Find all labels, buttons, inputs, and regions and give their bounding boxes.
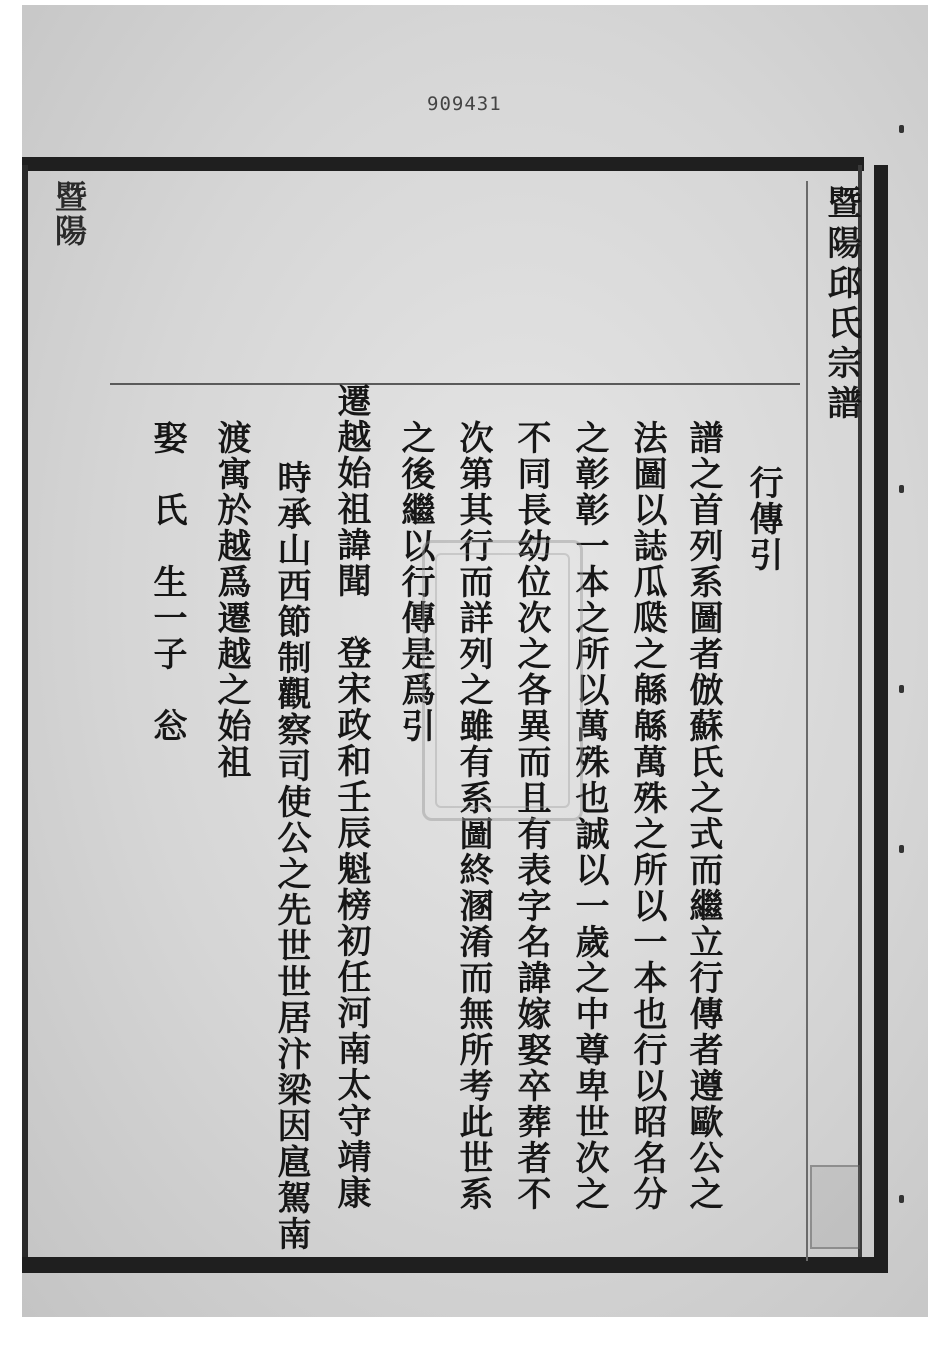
header-rule [110, 383, 800, 385]
binding-hole [899, 485, 904, 493]
right-frame-border [874, 165, 888, 1273]
preface-column: 之後繼以行傳是爲引 [395, 420, 435, 744]
binding-hole [899, 1195, 904, 1203]
ancestor-spouse-line: 娶 氏 生一子 忩 [147, 420, 187, 744]
binding-hole [899, 685, 904, 693]
banner-divider [806, 181, 808, 1261]
ancestor-column: 遷越始祖諱聞 登宋政和壬辰魁榜初任河南太守靖康 [331, 383, 371, 1211]
preface-column: 法圖以誌瓜瓞之緜緜萬殊之所以一本也行以昭名分 [627, 420, 667, 1212]
preface-column: 之彰彰一本之所以萬殊也誠以一歲之中尊卑世次之 [569, 420, 609, 1212]
binding-hole [899, 125, 904, 133]
preface-column: 次第其行而詳列之雖有系圖終溷淆而無所考此世系 [453, 420, 493, 1212]
preface-column: 不同長幼位次之各異而且有表字名諱嫁娶卒葬者不 [511, 420, 551, 1212]
scanned-page [22, 5, 928, 1317]
ancestor-column: 時承山西節制觀察司使公之先世世居汴梁因扈駕南 [271, 460, 311, 1252]
section-title: 行傳引 [743, 465, 783, 573]
library-seal-stamp [422, 540, 583, 821]
genealogy-title: 暨陽邱氏宗譜 [821, 185, 861, 425]
top-frame-border [22, 157, 864, 171]
margin-title-fragment: 暨陽 [50, 180, 88, 248]
left-frame-border [22, 165, 28, 1265]
binding-hole [899, 845, 904, 853]
bottom-frame-border [22, 1257, 888, 1273]
catalog-number: 909431 [427, 93, 502, 115]
preface-column: 譜之首列系圖者倣蘇氏之式而繼立行傳者遵歐公之 [683, 420, 723, 1212]
small-seal-mark [810, 1165, 860, 1249]
ancestor-column: 渡寓於越爲遷越之始祖 [211, 420, 251, 780]
